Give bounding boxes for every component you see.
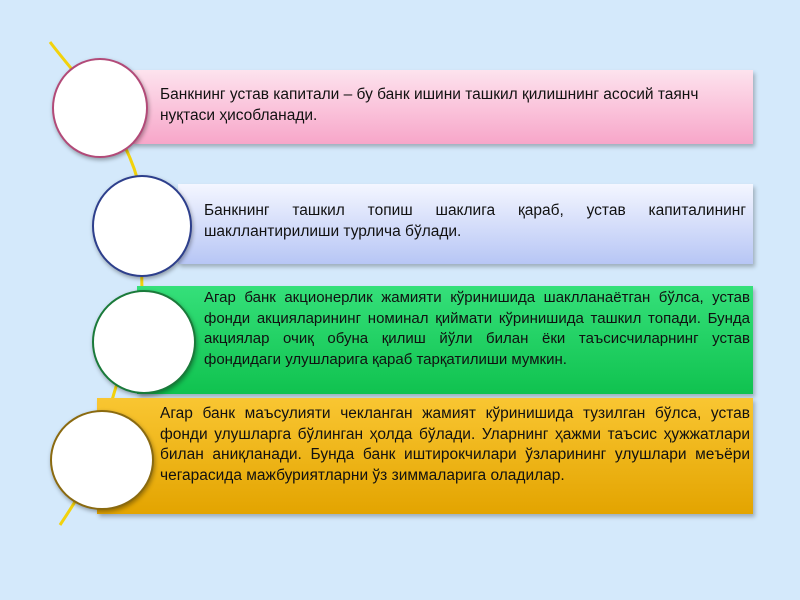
statement-text-1: Банкнинг устав капитали – бу банк ишини ташкил қилишнинг асосий таянч нуқтаси ҳисобланади. xyxy=(160,86,699,124)
statement-text-4: Агар банк маъсулияти чекланган жамият кўринишида тузилган бўлса, устав фонди улушларга бўлинган ҳолда бўлади. Уларнинг ҳажми таъсис ҳужжатлари билан аниқланади. Бунда банк иштирокчилари ўзларининг улушлари меъёри чегарасида мажбуриятларни ўз зиммаларига оладилар. xyxy=(160,405,750,484)
item-circle-3 xyxy=(92,290,196,394)
item-circle-1 xyxy=(52,58,148,158)
item-circle-4 xyxy=(50,410,154,510)
statement-text-2: Банкнинг ташкил топиш шаклига қараб, устав капиталининг шакллантирилиши турлича бўлади. xyxy=(204,202,746,240)
item-circle-2 xyxy=(92,175,192,277)
statement-text-3: Агар банк акционерлик жамияти кўринишида шаклланаётган бўлса, устав фонди акцияларининг номинал қиймати кўринишида ташкил топади. Бунда акциялар очиқ обуна қилиш йўли билан ёки таъсисчиларнинг устав фондидаги улушларига қараб тарқатилиши мумкин. xyxy=(204,289,750,368)
